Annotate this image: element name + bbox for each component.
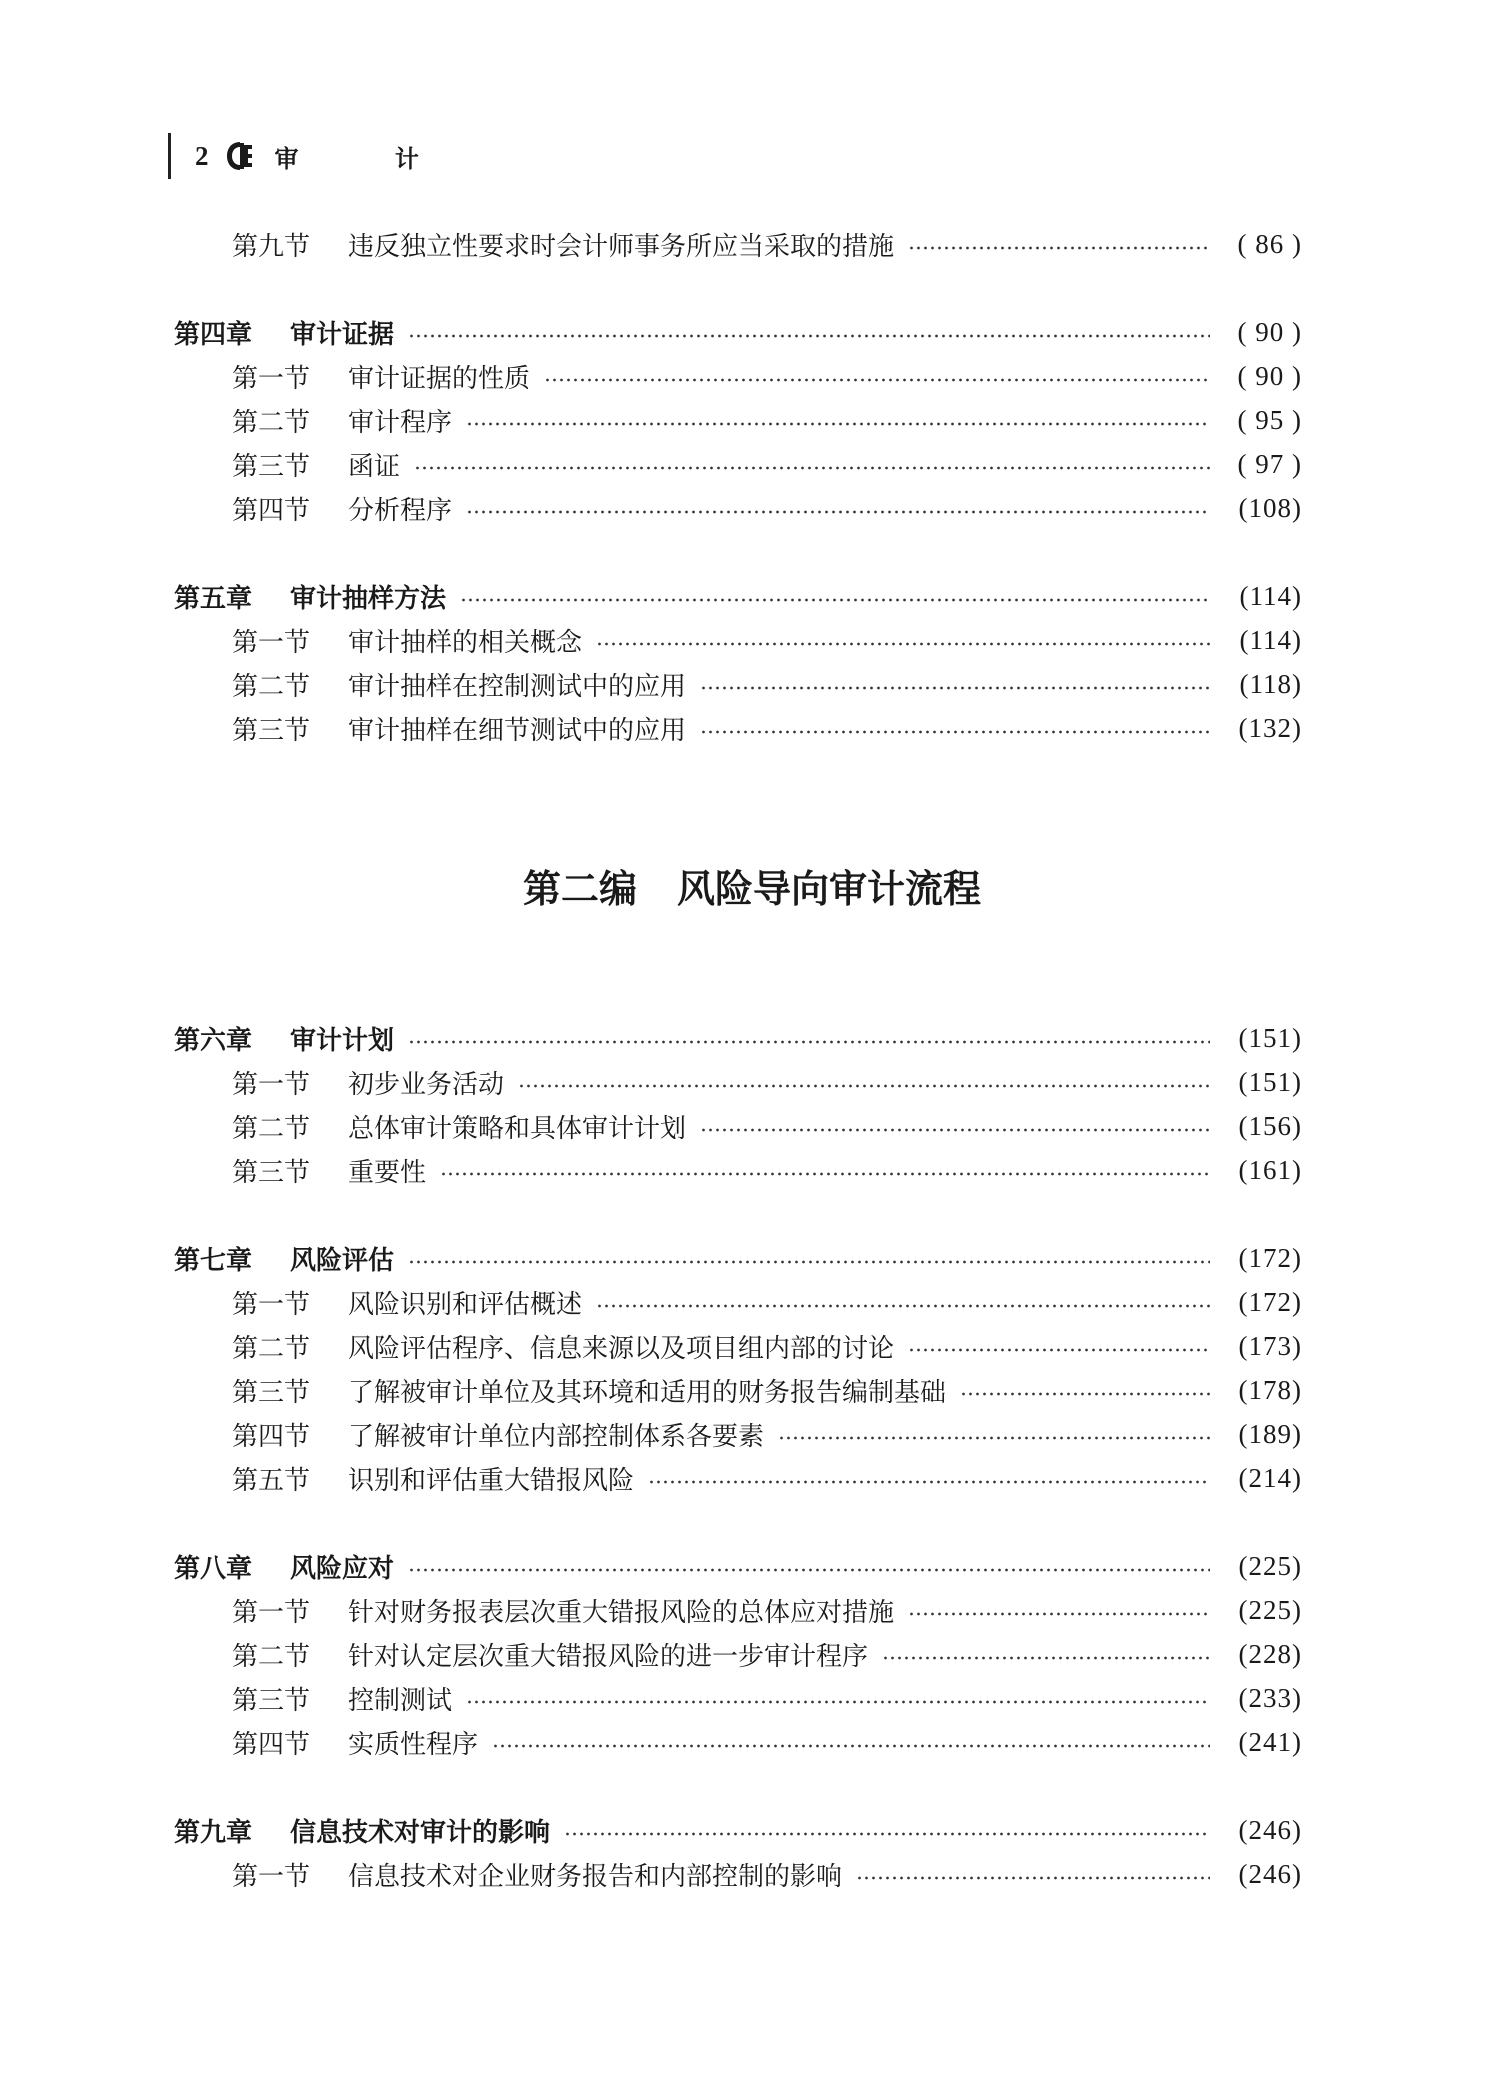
dot-leader <box>466 510 1210 514</box>
running-header <box>168 132 463 180</box>
dot-leader <box>408 1260 1210 1264</box>
section-number: 第三节 <box>232 451 311 482</box>
running-title: 审 计 <box>274 144 463 173</box>
page-reference: (233) <box>1238 1682 1302 1713</box>
toc-entry[interactable] <box>174 1634 1302 1674</box>
publisher-logo-icon <box>225 140 255 172</box>
toc-entry[interactable] <box>174 1370 1302 1410</box>
dot-leader <box>700 1128 1210 1132</box>
section-title: 审计抽样在细节测试中的应用 <box>348 715 687 746</box>
section-title: 了解被审计单位及其环境和适用的财务报告编制基础 <box>348 1377 947 1408</box>
dot-leader <box>408 1040 1210 1044</box>
page-reference: (246) <box>1238 1858 1302 1889</box>
section-title: 审计抽样在控制测试中的应用 <box>348 671 687 702</box>
page-reference: (132) <box>1238 712 1302 743</box>
page-reference: (225) <box>1238 1594 1302 1625</box>
section-title: 识别和评估重大错报风险 <box>348 1465 635 1496</box>
page-number: 2 <box>195 140 209 171</box>
toc-entry[interactable] <box>174 444 1302 484</box>
page-reference: ( 90 ) <box>1237 360 1302 391</box>
page-reference: (118) <box>1239 668 1302 699</box>
chapter-number: 第九章 <box>174 1817 253 1848</box>
section-number: 第二节 <box>232 1113 311 1144</box>
section-title: 控制测试 <box>348 1685 453 1716</box>
dot-leader <box>882 1656 1210 1660</box>
toc-chapter[interactable] <box>174 1238 1302 1278</box>
chapter-title: 风险应对 <box>290 1553 395 1584</box>
section-title: 实质性程序 <box>348 1729 479 1760</box>
section-number: 第二节 <box>232 1641 311 1672</box>
dot-leader <box>908 246 1210 250</box>
section-number: 第三节 <box>232 715 311 746</box>
dot-leader <box>408 334 1210 338</box>
dot-leader <box>960 1392 1210 1396</box>
part-number: 第二编 <box>522 866 637 911</box>
dot-leader <box>778 1436 1210 1440</box>
section-title: 违反独立性要求时会计师事务所应当采取的措施 <box>348 231 895 262</box>
chapter-number: 第六章 <box>174 1025 253 1056</box>
toc-chapter[interactable] <box>174 1810 1302 1850</box>
toc-entry[interactable] <box>174 1062 1302 1102</box>
section-title: 了解被审计单位内部控制体系各要素 <box>348 1421 765 1452</box>
dot-leader <box>492 1744 1210 1748</box>
section-number: 第三节 <box>232 1157 311 1188</box>
section-number: 第一节 <box>232 1069 311 1100</box>
section-number: 第二节 <box>232 407 311 438</box>
section-title: 重要性 <box>348 1157 427 1188</box>
dot-leader <box>440 1172 1210 1176</box>
page-reference: (108) <box>1238 492 1302 523</box>
chapter-number: 第八章 <box>174 1553 253 1584</box>
toc-entry[interactable] <box>174 400 1302 440</box>
section-number: 第二节 <box>232 1333 311 1364</box>
part-name: 风险导向审计流程 <box>677 866 982 911</box>
dot-leader <box>544 378 1210 382</box>
dot-leader <box>466 1700 1210 1704</box>
page-reference: (114) <box>1239 580 1302 611</box>
page-reference: (241) <box>1238 1726 1302 1757</box>
toc-entry[interactable] <box>174 1854 1302 1894</box>
section-number: 第三节 <box>232 1685 311 1716</box>
header-rule <box>168 133 171 179</box>
page-reference: (178) <box>1238 1374 1302 1405</box>
section-title: 风险评估程序、信息来源以及项目组内部的讨论 <box>348 1333 895 1364</box>
section-title: 信息技术对企业财务报告和内部控制的影响 <box>348 1861 843 1892</box>
section-title: 审计证据的性质 <box>348 363 531 394</box>
toc-chapter[interactable] <box>174 576 1302 616</box>
section-number: 第三节 <box>232 1377 311 1408</box>
toc-entry[interactable] <box>174 664 1302 704</box>
page-reference: ( 86 ) <box>1237 228 1302 259</box>
page-reference: (151) <box>1238 1022 1302 1053</box>
section-number: 第四节 <box>232 1729 311 1760</box>
dot-leader <box>414 466 1210 470</box>
section-title: 分析程序 <box>348 495 453 526</box>
section-title: 初步业务活动 <box>348 1069 505 1100</box>
page-reference: (151) <box>1238 1066 1302 1097</box>
chapter-title: 审计计划 <box>290 1025 395 1056</box>
dot-leader <box>596 642 1210 646</box>
chapter-title: 审计证据 <box>290 319 395 350</box>
page-reference: (156) <box>1238 1110 1302 1141</box>
chapter-number: 第七章 <box>174 1245 253 1276</box>
section-number: 第一节 <box>232 1289 311 1320</box>
toc-entry[interactable] <box>174 1414 1302 1454</box>
section-title: 针对认定层次重大错报风险的进一步审计程序 <box>348 1641 869 1672</box>
toc-entry[interactable] <box>174 1282 1302 1322</box>
page-reference: (161) <box>1238 1154 1302 1185</box>
dot-leader <box>466 422 1210 426</box>
toc-entry[interactable] <box>174 488 1302 528</box>
toc-entry[interactable] <box>174 1458 1302 1498</box>
section-title: 针对财务报表层次重大错报风险的总体应对措施 <box>348 1597 895 1628</box>
section-title: 审计抽样的相关概念 <box>348 627 583 658</box>
toc-chapter[interactable] <box>174 1546 1302 1586</box>
page-reference: (114) <box>1239 624 1302 655</box>
section-title: 函证 <box>348 451 401 482</box>
dot-leader <box>908 1612 1210 1616</box>
part-heading <box>0 858 1504 913</box>
dot-leader <box>700 730 1210 734</box>
section-number: 第四节 <box>232 1421 311 1452</box>
page-reference: (228) <box>1238 1638 1302 1669</box>
section-number: 第一节 <box>232 1597 311 1628</box>
toc-entry[interactable] <box>174 1326 1302 1366</box>
page-reference: ( 95 ) <box>1237 404 1302 435</box>
dot-leader <box>700 686 1210 690</box>
page-reference: (225) <box>1238 1550 1302 1581</box>
toc-entry[interactable] <box>174 1150 1302 1190</box>
dot-leader <box>596 1304 1210 1308</box>
section-number: 第四节 <box>232 495 311 526</box>
page-reference: ( 97 ) <box>1237 448 1302 479</box>
chapter-number: 第五章 <box>174 583 253 614</box>
page-reference: (246) <box>1238 1814 1302 1845</box>
page-reference: (214) <box>1238 1462 1302 1493</box>
page-reference: (189) <box>1238 1418 1302 1449</box>
toc-entry[interactable] <box>174 620 1302 660</box>
dot-leader <box>408 1568 1210 1572</box>
dot-leader <box>518 1084 1210 1088</box>
toc-chapter[interactable] <box>174 1018 1302 1058</box>
toc-chapter[interactable] <box>174 312 1302 352</box>
dot-leader <box>460 598 1210 602</box>
toc-entry[interactable] <box>174 224 1302 264</box>
dot-leader <box>648 1480 1210 1484</box>
section-number: 第一节 <box>232 363 311 394</box>
section-title: 审计程序 <box>348 407 453 438</box>
toc-entry[interactable] <box>174 1722 1302 1762</box>
toc-entry[interactable] <box>174 1590 1302 1630</box>
page-reference: (172) <box>1238 1286 1302 1317</box>
section-number: 第九节 <box>232 231 311 262</box>
chapter-title: 审计抽样方法 <box>290 583 447 614</box>
section-number: 第五节 <box>232 1465 311 1496</box>
chapter-title: 信息技术对审计的影响 <box>290 1817 551 1848</box>
section-number: 第一节 <box>232 627 311 658</box>
dot-leader <box>908 1348 1210 1352</box>
dot-leader <box>564 1832 1210 1836</box>
dot-leader <box>856 1876 1210 1880</box>
page-reference: ( 90 ) <box>1237 316 1302 347</box>
section-number: 第二节 <box>232 671 311 702</box>
page-reference: (173) <box>1238 1330 1302 1361</box>
toc-entry[interactable] <box>174 708 1302 748</box>
toc-entry[interactable] <box>174 1106 1302 1146</box>
section-number: 第一节 <box>232 1861 311 1892</box>
section-title: 总体审计策略和具体审计计划 <box>348 1113 687 1144</box>
chapter-title: 风险评估 <box>290 1245 395 1276</box>
section-title: 风险识别和评估概述 <box>348 1289 583 1320</box>
chapter-number: 第四章 <box>174 319 253 350</box>
page-reference: (172) <box>1238 1242 1302 1273</box>
toc-entry[interactable] <box>174 356 1302 396</box>
toc-entry[interactable] <box>174 1678 1302 1718</box>
